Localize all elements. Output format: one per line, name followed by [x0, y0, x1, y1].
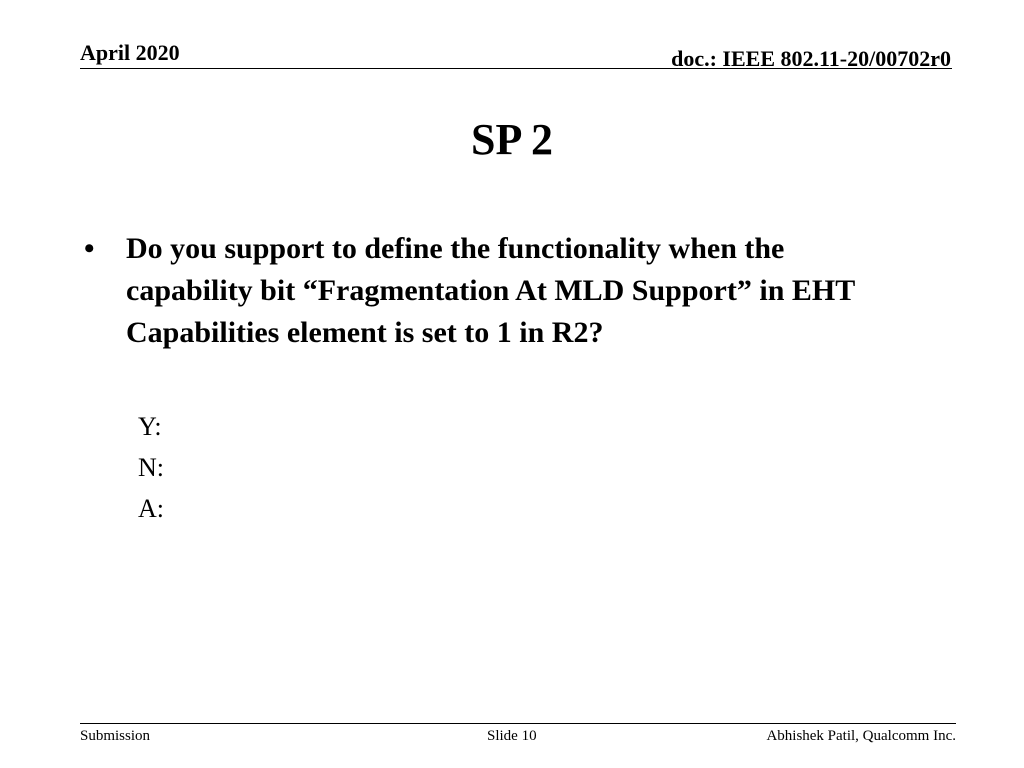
- slide-title: SP 2: [471, 115, 553, 164]
- footer-author: Abhishek Patil, Qualcomm Inc.: [766, 728, 956, 744]
- vote-list: [138, 406, 164, 529]
- header-doc-id: doc.: IEEE 802.11-20/00702r0: [671, 46, 951, 71]
- header-divider: [80, 68, 952, 69]
- vote-no: N:: [138, 453, 164, 482]
- vote-yes: Y:: [138, 412, 162, 441]
- bullet-item: [84, 228, 884, 354]
- vote-abstain: A:: [138, 494, 164, 523]
- header-date: April 2020: [80, 40, 180, 65]
- bullet-text: Do you support to define the functionality when the capability bit “Fragmentation At MLD Support” in EHT Capabilities element is set to 1 in R2?: [126, 232, 855, 349]
- bullet-dot: •: [84, 232, 95, 265]
- footer-slide-number: Slide 10: [487, 728, 537, 744]
- footer-divider: [80, 723, 956, 724]
- footer-submission: Submission: [80, 728, 151, 744]
